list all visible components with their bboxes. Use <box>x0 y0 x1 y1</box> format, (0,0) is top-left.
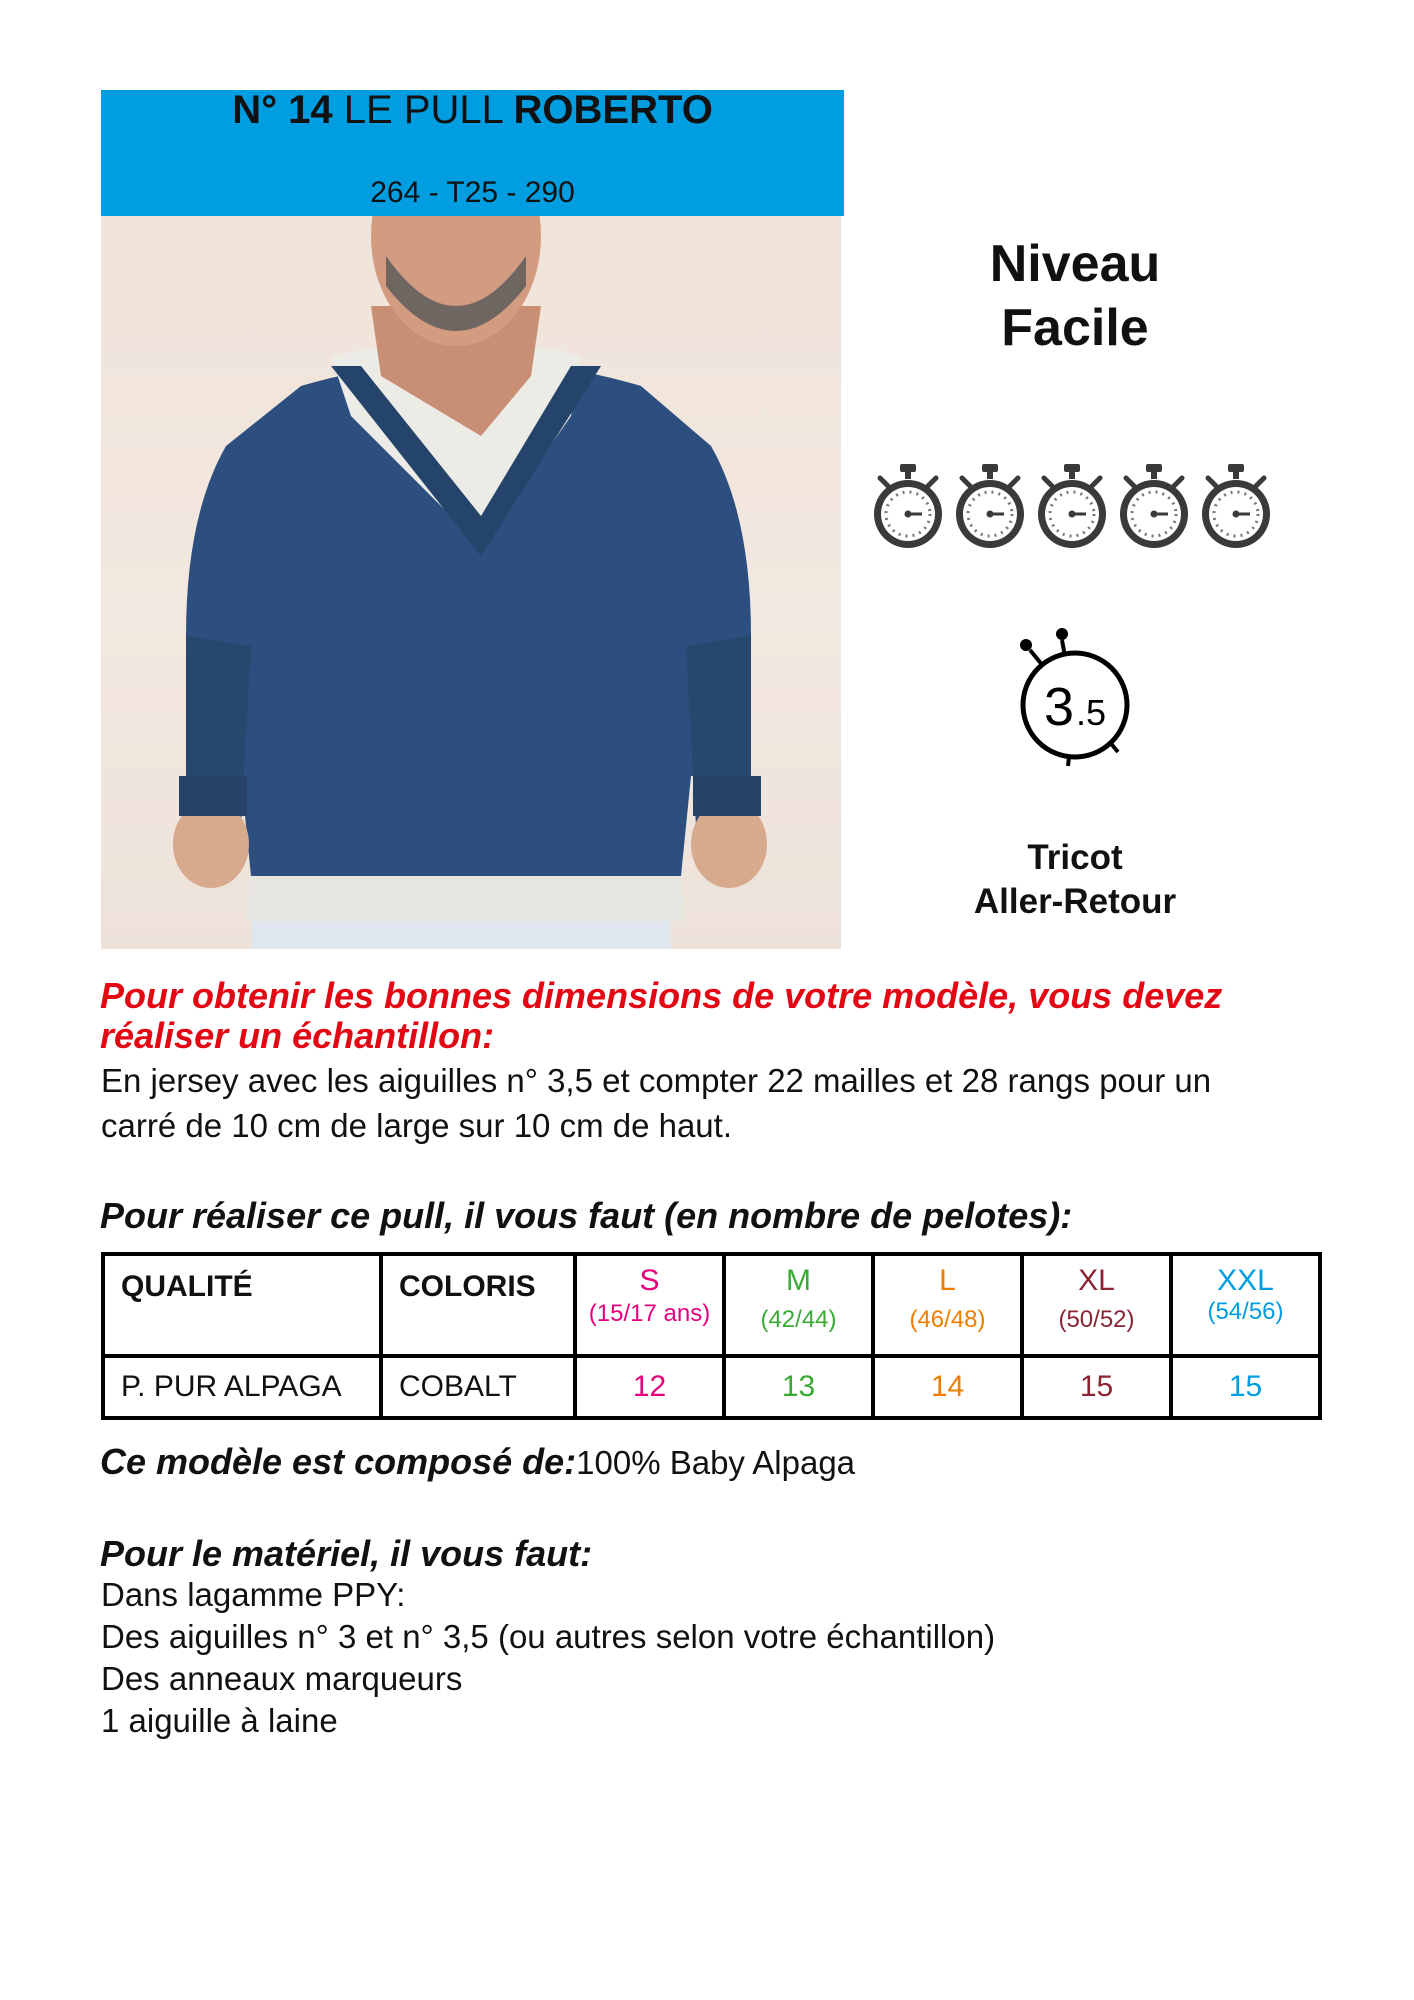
size-label: XL <box>1078 1264 1115 1297</box>
composition-label: Ce modèle est composé de: <box>100 1441 577 1482</box>
list-item: Des aiguilles n° 3 et n° 3,5 (ou autres selon votre échantillon) <box>101 1618 996 1655</box>
model-photo-illustration <box>101 216 841 949</box>
size-sub: (15/17 ans) <box>588 1300 711 1327</box>
size-sub: (50/52) <box>1058 1306 1135 1333</box>
gauge-text-line1: En jersey avec les aiguilles n° 3,5 et compter 22 mailles et 28 rangs pour un <box>101 1062 1212 1099</box>
level-value: Facile <box>1001 299 1149 357</box>
size-sub: (54/56) <box>1207 1298 1284 1325</box>
quality-cell: P. PUR ALPAGA <box>103 1356 381 1418</box>
needle-size-decimal: .5 <box>1076 692 1107 733</box>
list-item: Dans lagamme PPY: <box>101 1576 406 1613</box>
qty-cell-s: 12 <box>575 1356 724 1418</box>
qty-cell-m: 13 <box>724 1356 873 1418</box>
list-item: Des anneaux marqueurs <box>101 1660 463 1697</box>
needle-size-main: 3 <box>1044 677 1075 737</box>
pattern-name: ROBERTO <box>513 88 713 132</box>
list-item: 1 aiguille à laine <box>101 1702 338 1739</box>
gauge-text <box>101 1058 1211 1148</box>
col-size-m <box>724 1254 873 1356</box>
level-label: Niveau <box>989 235 1161 293</box>
table-row <box>103 1356 1320 1418</box>
needle-ball-icon <box>1010 620 1140 770</box>
composition-value: 100% Baby Alpaga <box>576 1444 856 1481</box>
qty-cell-xl: 15 <box>1022 1356 1171 1418</box>
size-label: L <box>939 1264 956 1297</box>
stopwatch-icon <box>1038 464 1106 548</box>
size-sub: (46/48) <box>909 1306 986 1333</box>
technique <box>920 836 1230 924</box>
material-heading: Pour le matériel, il vous faut: <box>100 1533 593 1574</box>
pattern-title <box>101 90 844 130</box>
gauge-text-line2: carré de 10 cm de large sur 10 cm de haut. <box>101 1107 732 1144</box>
col-size-s <box>575 1254 724 1356</box>
color-cell: COBALT <box>381 1356 575 1418</box>
col-size-xl <box>1022 1254 1171 1356</box>
size-sub: (42/44) <box>760 1306 837 1333</box>
technique-line1: Tricot <box>1027 838 1123 877</box>
qty-cell-l: 14 <box>873 1356 1022 1418</box>
model-photo <box>101 216 841 949</box>
gauge-heading-line1: Pour obtenir les bonnes dimensions de votre modèle, vous devez <box>100 975 1223 1016</box>
yarn-heading: Pour réaliser ce pull, il vous faut (en nombre de pelotes): <box>100 1195 1073 1236</box>
gauge-heading <box>100 976 1340 1056</box>
col-quality: QUALITÉ <box>103 1254 381 1356</box>
table-header-row <box>103 1254 1320 1356</box>
stopwatch-rating <box>868 462 1278 552</box>
col-size-l <box>873 1254 1022 1356</box>
pattern-code: 264 - T25 - 290 <box>370 176 575 209</box>
header-band <box>101 90 844 216</box>
stopwatch-icon <box>874 464 942 548</box>
yarn-table <box>101 1252 1322 1420</box>
size-label: M <box>786 1264 811 1297</box>
pattern-title-mid: LE PULL <box>332 88 514 132</box>
stopwatch-icon <box>956 464 1024 548</box>
pattern-number: N° 14 <box>232 88 333 132</box>
col-color: COLORIS <box>381 1254 575 1356</box>
difficulty-level <box>920 232 1230 360</box>
stopwatch-icon <box>1120 464 1188 548</box>
qty-cell-xxl: 15 <box>1171 1356 1320 1418</box>
material-list <box>101 1574 995 1742</box>
size-label: S <box>639 1264 660 1297</box>
stopwatch-icon <box>1202 464 1270 548</box>
technique-line2: Aller-Retour <box>973 882 1177 921</box>
composition <box>100 1442 855 1483</box>
gauge-heading-line2: réaliser un échantillon: <box>100 1015 495 1056</box>
size-label: XXL <box>1217 1264 1274 1297</box>
col-size-xxl <box>1171 1254 1320 1356</box>
